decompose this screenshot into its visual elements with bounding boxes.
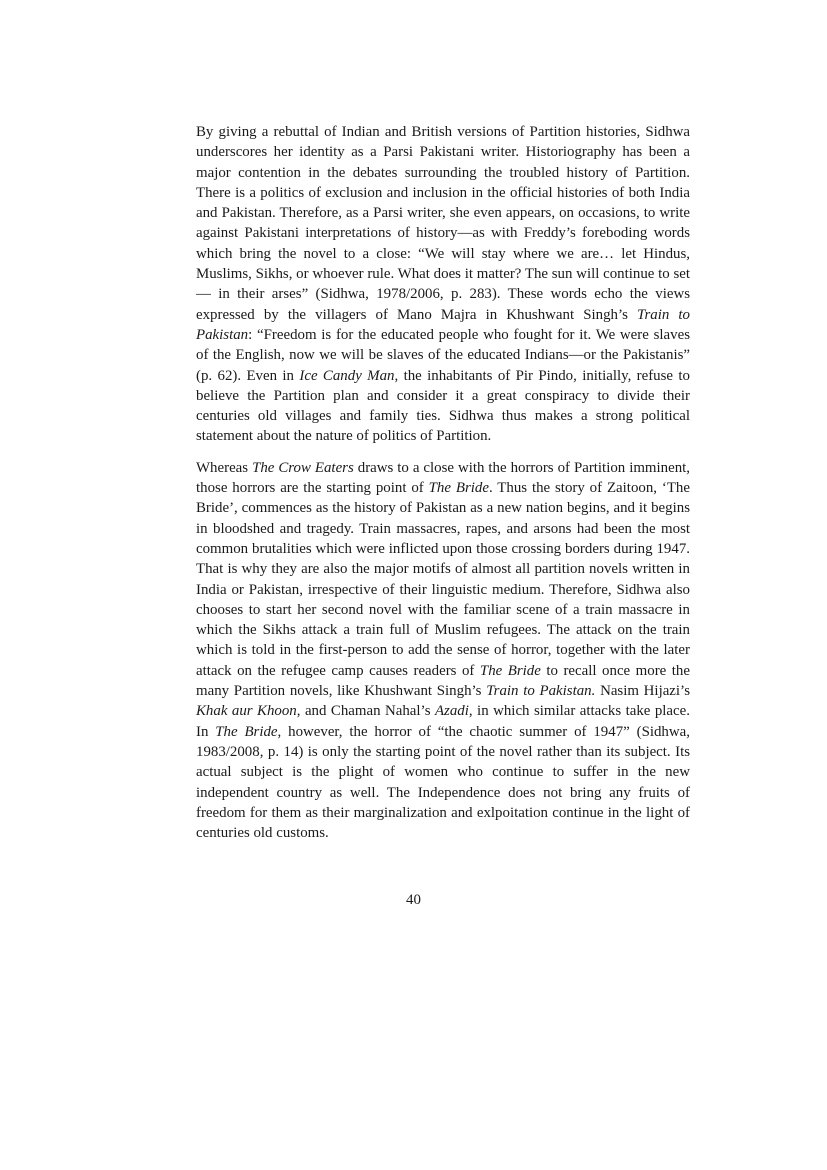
- text-run: By giving a rebuttal of Indian and British versions of Partition histories, Sidhwa underscores her identity as a Parsi Pakistani writer. Historiography has been a major contention in the debates surrounding the troubled history of Partition. There is a politics of exclusion and inclusion in the official histories of both India and Pakistan. Therefore, as a Parsi writer, she even appears, on occasions, to write against Pakistani interpretations of history—as with Freddy’s foreboding words which bring the novel to a close: “We will stay where we are… let Hindus, Muslims, Sikhs, or whoever rule. What does it matter? The sun will continue to set— in their arses” (Sidhwa, 1978/2006, p. 283). These words echo the views expressed by the villagers of Mano Majra in Khushwant Singh’s: [196, 124, 690, 323]
- book-title: The Bride: [215, 723, 278, 740]
- page-number: 40: [406, 892, 421, 908]
- book-title: The Bride: [428, 480, 489, 497]
- text-run: : “Freedom is for the educated people who fought for it. We were slaves of the English, now we will be slaves of the educated Indians—or the Pakistanis” (p. 62). Even in: [196, 326, 690, 384]
- text-run: Whereas: [196, 459, 253, 476]
- book-title: Train to Pakistan.: [486, 683, 596, 700]
- book-title: Azadi: [434, 703, 469, 720]
- text-run: , the inhabitants of Pir Pindo, initially, refuse to believe the Partition plan and consider it a great conspiracy to divide their centuries old villages and family ties. Sidhwa thus makes a strong political statement about the nature of politics of Partition.: [196, 367, 690, 445]
- text-run: , and Chaman Nahal’s: [296, 703, 435, 720]
- text-run: to recall once more the many Partition novels, like Khushwant Singh’s: [196, 662, 690, 700]
- text-run: Nasim Hijazi’s: [595, 683, 690, 700]
- book-title: Khak aur Khoon: [196, 703, 297, 720]
- text-run: , in which similar attacks take place. In: [196, 703, 690, 740]
- book-title: The Bride: [479, 662, 541, 679]
- book-title: Train to Pakistan: [196, 306, 690, 343]
- book-title: The Crow Eaters: [252, 459, 354, 476]
- text-run: , however, the horror of “the chaotic summer of 1947” (Sidhwa, 1983/2008, p. 14) is only the starting point of the novel rather than its subject. Its actual subject is the plight of women who continue to suffer in the new independent country as well. The Independence does not bring any fruits of freedom for them as their marginalization and exlpoitation continue in the light of centuries old customs.: [196, 723, 690, 842]
- paragraph: [196, 122, 690, 447]
- body-text: [196, 122, 690, 843]
- text-run: . Thus the story of Zaitoon, ‘The Bride’, commences as the history of Pakistan as a new nation begins, and it begins in bloodshed and tragedy. Train massacres, rapes, and arsons had been the most common brutalities which were inflicted upon those crossing borders during 1947. That is why they are also the major motifs of almost all partition novels written in India or Pakistan, irrespective of their linguistic medium. Therefore, Sidhwa also chooses to start her second novel with the familiar scene of a train massacre in which the Sikhs attack a train full of Muslim refugees. The attack on the train which is told in the first-person to add the sense of horror, together with the later attack on the refugee camp causes readers of: [196, 480, 690, 679]
- book-title: Ice Candy Man: [299, 367, 395, 384]
- text-run: draws to a close with the horrors of Partition imminent, those horrors are the starting point of: [196, 459, 690, 497]
- paragraph: [196, 458, 690, 844]
